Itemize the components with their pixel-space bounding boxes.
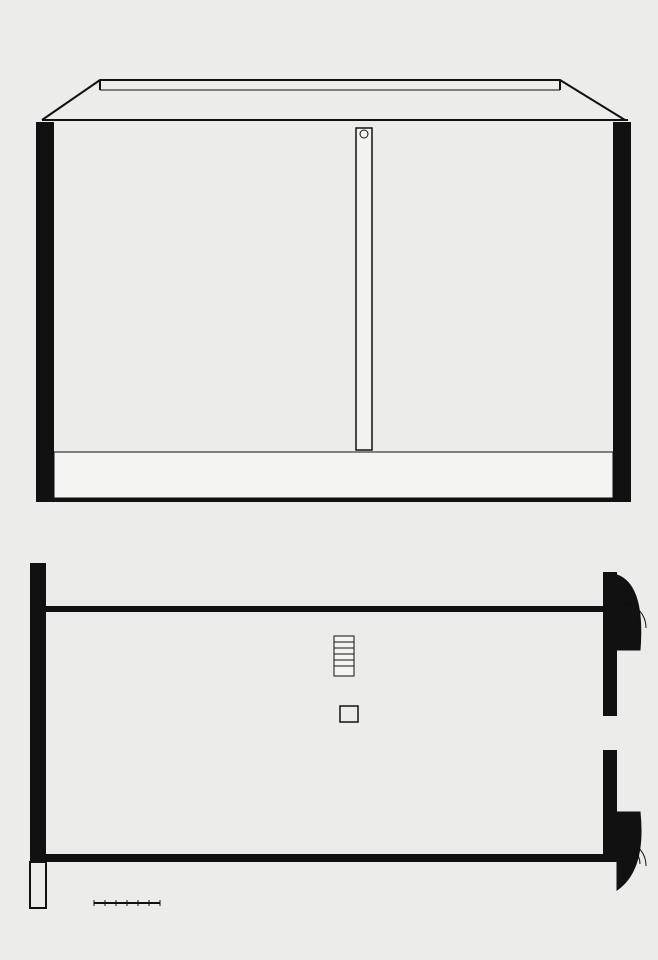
longitudinal-section-drawing: [36, 80, 631, 502]
right-wall: [613, 122, 631, 500]
plan-bottom-wall: [46, 854, 603, 862]
stair-tower-upper: [617, 575, 646, 650]
stair-tower-lower: [617, 812, 646, 890]
roof-outline: [42, 80, 628, 120]
scale-bar: [94, 900, 160, 906]
plan-left-wall: [30, 563, 46, 863]
central-stair: [334, 636, 354, 676]
plan-right-wall-upper: [603, 572, 617, 716]
floor-base: [36, 498, 631, 502]
book-conveyor-box: [340, 706, 358, 722]
book-carrier-shaft: [356, 128, 372, 460]
basement: [54, 452, 613, 498]
plan-drawing: [30, 563, 646, 908]
plan-top-wall: [46, 606, 603, 612]
left-wall: [36, 122, 54, 500]
plan-right-wall-lower: [603, 750, 617, 862]
